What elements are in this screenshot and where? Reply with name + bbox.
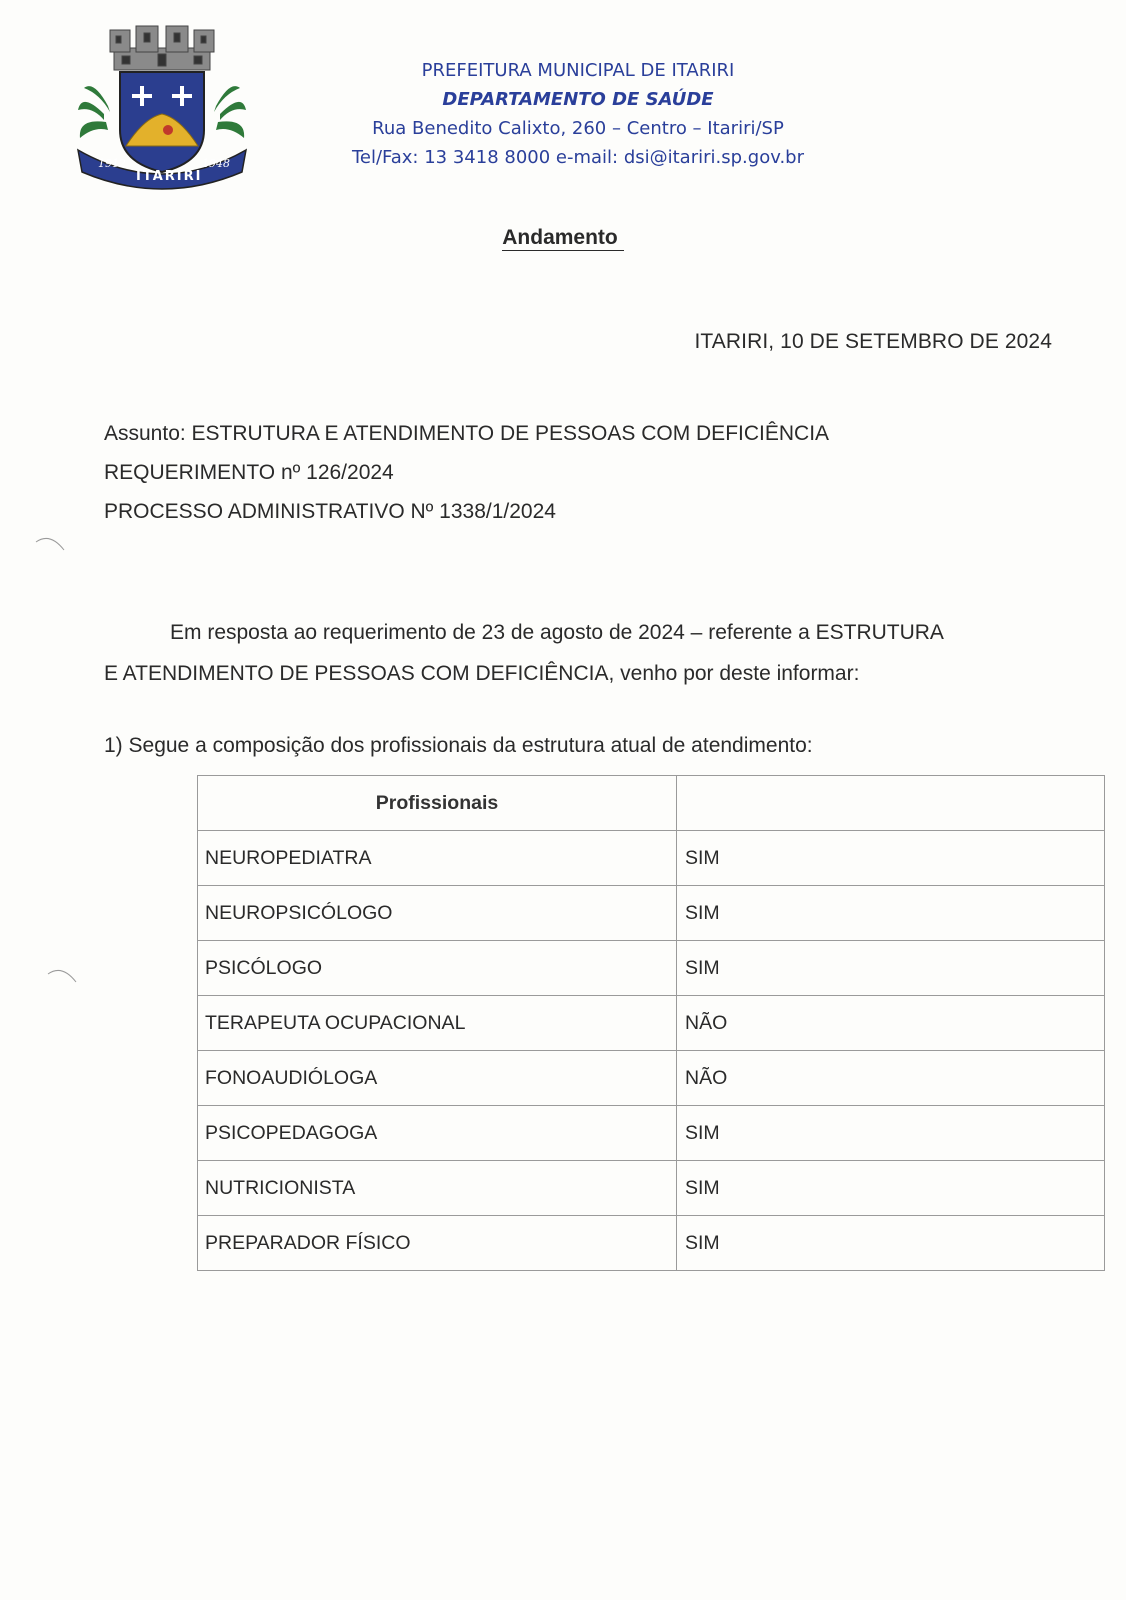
professional-name: FONOAUDIÓLOGA: [198, 1051, 677, 1106]
table-row: [198, 1216, 1105, 1271]
letterhead-department: DEPARTAMENTO DE SAÚDE: [442, 89, 714, 110]
professionals-table: [197, 775, 1105, 1271]
table-row: [198, 1051, 1105, 1106]
subject-block: [104, 414, 829, 531]
punch-hole-mark-icon: [44, 962, 84, 992]
subject-line: Assunto: ESTRUTURA E ATENDIMENTO DE PESSOAS COM DEFICIÊNCIA: [104, 422, 830, 445]
table-row: [198, 1161, 1105, 1216]
availability: SIM: [677, 1106, 1105, 1161]
availability: SIM: [677, 831, 1105, 886]
availability: NÃO: [677, 1051, 1105, 1106]
professional-name: PSICOPEDAGOGA: [198, 1106, 677, 1161]
document-title: Andamento: [502, 226, 624, 251]
letterhead-address: Rua Benedito Calixto, 260 – Centro – Itariri/SP: [372, 118, 784, 139]
process-number: PROCESSO ADMINISTRATIVO Nº 1338/1/2024: [104, 500, 556, 523]
professional-name: NEUROPEDIATRA: [198, 831, 677, 886]
punch-hole-mark-icon: [32, 530, 72, 560]
availability: SIM: [677, 886, 1105, 941]
municipal-crest: [74, 22, 250, 190]
table-row: [198, 831, 1105, 886]
date-line: ITARIRI, 10 DE SETEMBRO DE 2024: [694, 330, 1052, 353]
professional-name: PSICÓLOGO: [198, 941, 677, 996]
table-header-professionals: Profissionais: [198, 776, 677, 831]
letterhead-municipality: PREFEITURA MUNICIPAL DE ITARIRI: [421, 60, 735, 81]
document-title-row: [0, 226, 1126, 250]
professional-name: PREPARADOR FÍSICO: [198, 1216, 677, 1271]
table-header-row: [198, 776, 1105, 831]
crest-ribbon-text: ITARIRI: [136, 169, 203, 184]
crest-year-right: 1948: [202, 157, 230, 170]
letterhead-contact: Tel/Fax: 13 3418 8000 e-mail: dsi@itariri.sp.gov.br: [351, 147, 805, 168]
letterhead: [318, 56, 838, 172]
body-line-1: Em resposta ao requerimento de 23 de agosto de 2024 – referente a ESTRUTURA: [170, 621, 944, 644]
availability: SIM: [677, 941, 1105, 996]
body-line-2: E ATENDIMENTO DE PESSOAS COM DEFICIÊNCIA, venho por deste informar:: [104, 662, 860, 685]
table-row: [198, 941, 1105, 996]
professional-name: TERAPEUTA OCUPACIONAL: [198, 996, 677, 1051]
mural-crown-icon: [110, 26, 214, 70]
list-item-1: 1) Segue a composição dos profissionais da estrutura atual de atendimento:: [104, 734, 813, 757]
professional-name: NUTRICIONISTA: [198, 1161, 677, 1216]
table-header-blank: [677, 776, 1105, 831]
availability: SIM: [677, 1161, 1105, 1216]
body-paragraph: [104, 612, 1052, 694]
table-row: [198, 996, 1105, 1051]
request-number: REQUERIMENTO nº 126/2024: [104, 461, 394, 484]
table-row: [198, 886, 1105, 941]
crest-year-left: 1912: [98, 157, 126, 170]
professional-name: NEUROPSICÓLOGO: [198, 886, 677, 941]
table-row: [198, 1106, 1105, 1161]
availability: NÃO: [677, 996, 1105, 1051]
availability: SIM: [677, 1216, 1105, 1271]
